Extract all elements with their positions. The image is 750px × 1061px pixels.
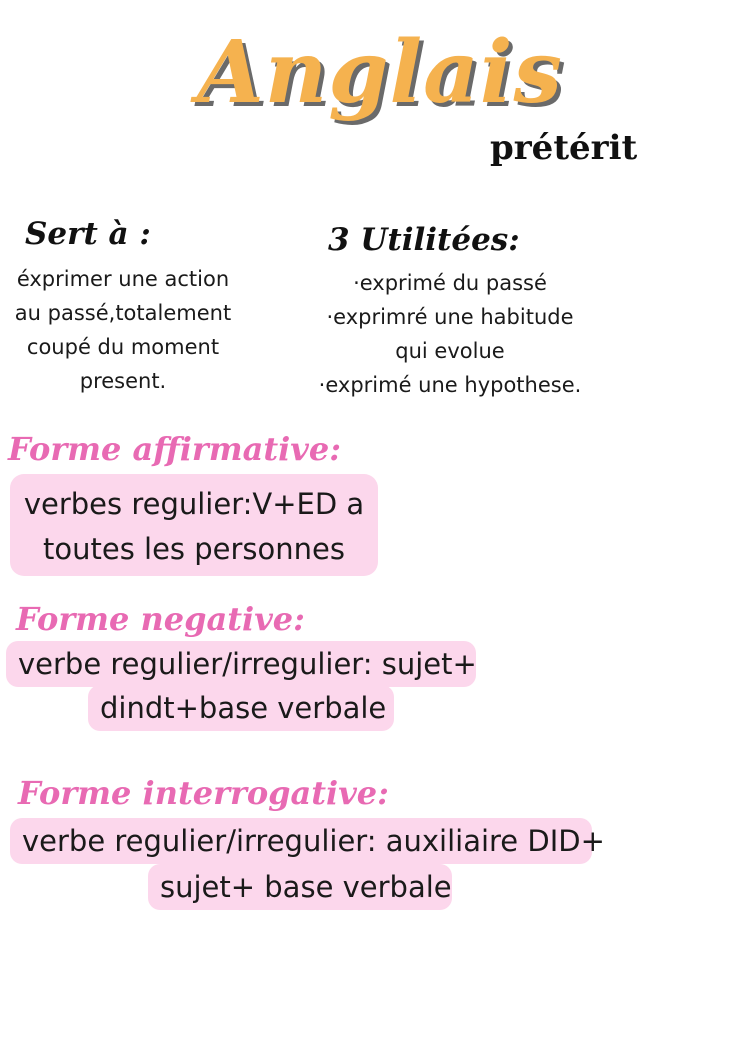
utilities-heading: 3 Utilitées: — [328, 222, 520, 258]
interrogative-heading: Forme interrogative: — [18, 774, 389, 812]
page-title: Anglais — [197, 22, 563, 123]
usage-text — [0, 262, 246, 398]
usage-line: coupé du moment — [26, 335, 220, 359]
negative-heading: Forme negative: — [16, 600, 305, 638]
negative-line-1: verbe regulier/irregulier: sujet+ — [6, 641, 476, 687]
usage-line: au passé,totalement — [14, 301, 232, 325]
utilities-line: ·exprimé du passé — [353, 271, 547, 295]
utilities-line: qui evolue — [395, 339, 505, 363]
utilities-text — [300, 266, 600, 402]
utilities-line: ·exprimré une habitude — [326, 305, 574, 329]
affirmative-line: toutes les personnes — [43, 532, 345, 566]
interrogative-line-1: verbe regulier/irregulier: auxiliaire DID+ — [10, 818, 592, 864]
interrogative-line-2: sujet+ base verbale — [148, 864, 452, 910]
negative-line-2: dindt+base verbale — [88, 685, 394, 731]
usage-line: present. — [79, 369, 167, 393]
affirmative-line: verbes regulier:V+ED a — [23, 487, 365, 521]
usage-line: éxprimer une action — [16, 267, 230, 291]
affirmative-heading: Forme affirmative: — [8, 430, 342, 468]
affirmative-box — [10, 474, 378, 576]
page-subtitle: prétérit — [490, 128, 638, 168]
usage-heading: Sert à : — [25, 216, 151, 252]
utilities-line: ·exprimé une hypothese. — [318, 373, 582, 397]
